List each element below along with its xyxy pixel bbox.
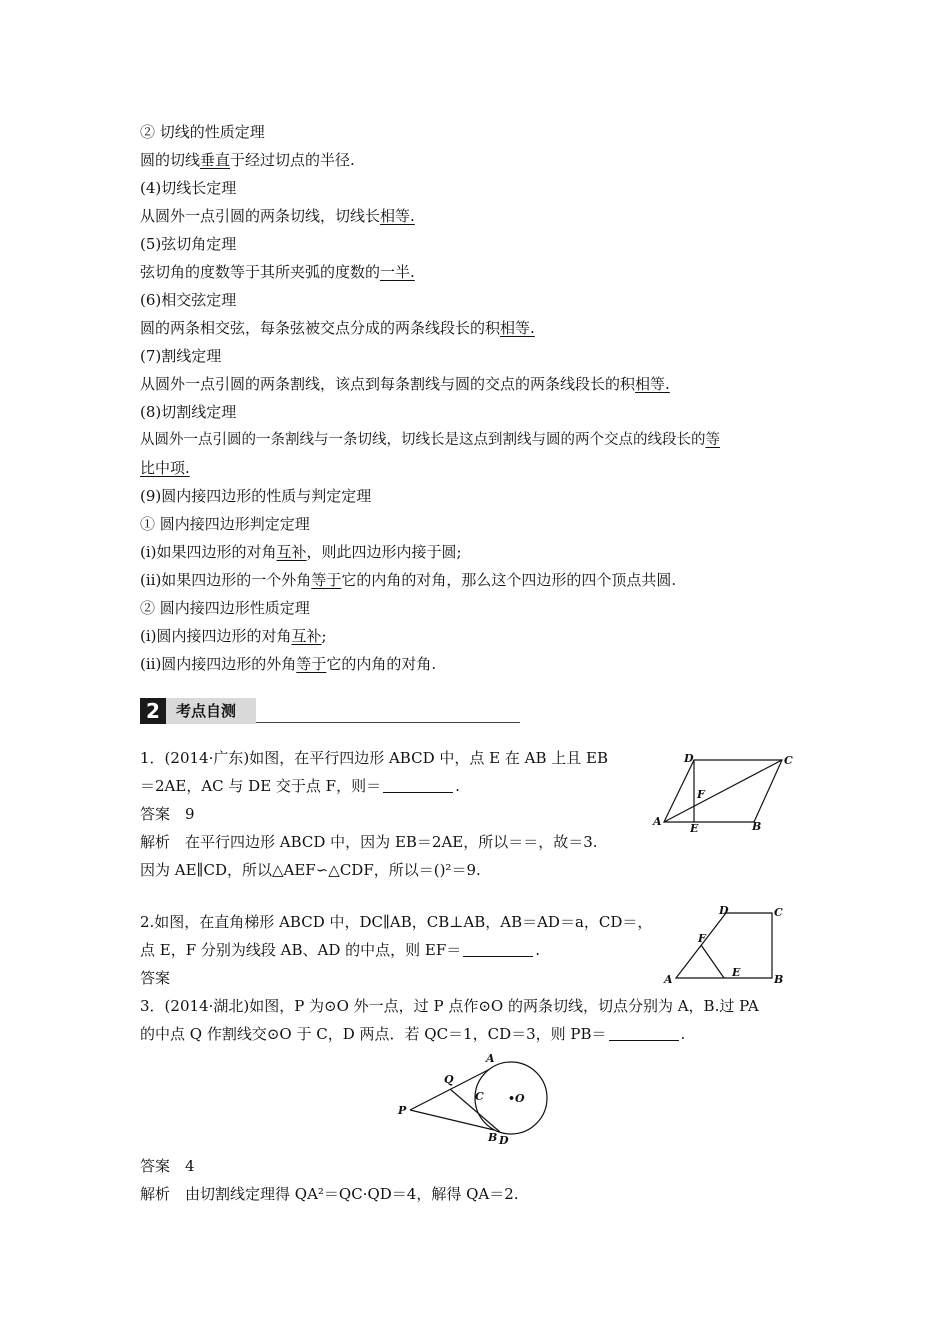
label-f: F — [697, 788, 705, 801]
label-c: C — [475, 1090, 484, 1103]
label-a: A — [664, 973, 673, 986]
q3-line: 的中点 Q 作割线交⊙O 于 C，D 两点．若 QC＝1，CD＝3，则 PB＝ . — [140, 1025, 686, 1043]
label-c: C — [784, 754, 793, 767]
q2-line: 点 E，F 分别为线段 AB、AD 的中点，则 EF＝ . — [140, 941, 541, 959]
section-number: 2 — [140, 698, 166, 724]
theory-heading: (7)割线定理 — [140, 347, 222, 365]
trapezoid — [676, 913, 772, 978]
theory-line: ② 圆内接四边形性质定理 — [140, 599, 310, 617]
section-rule — [256, 722, 520, 723]
q2-figure — [660, 903, 790, 988]
q2-answer: 答案 — [140, 969, 171, 987]
label-d: D — [499, 1134, 509, 1147]
segment-ef — [701, 945, 724, 978]
diagonal-ac — [664, 760, 782, 822]
theory-line: 圆的切线垂直于经过切点的半径. — [140, 151, 355, 169]
label-q: Q — [444, 1073, 454, 1086]
q3-line: 3．(2014·湖北)如图，P 为⊙O 外一点，过 P 点作⊙O 的两条切线，切点分别为 A，B.过 PA — [140, 997, 759, 1015]
label-a: A — [486, 1052, 495, 1065]
theory-heading: (6)相交弦定理 — [140, 291, 237, 309]
answer-blank — [609, 1026, 679, 1041]
q3-answer: 答案 4 — [140, 1157, 195, 1175]
theory-line: (ⅱ)圆内接四边形的外角等于它的内角的对角. — [140, 655, 437, 673]
key-term: 互补 — [276, 543, 307, 561]
section-title: 考点自测 — [166, 698, 256, 724]
answer-blank — [463, 942, 533, 957]
label-p: P — [398, 1104, 407, 1117]
label-c: C — [774, 906, 783, 919]
q1-line: ＝2AE，AC 与 DE 交于点 F，则＝ . — [140, 777, 460, 795]
key-term: 等于 — [296, 655, 327, 673]
theory-line: ① 圆内接四边形判定定理 — [140, 515, 310, 533]
label-b: B — [488, 1131, 498, 1144]
q3-solution: 解析 由切割线定理得 QA²＝QC·QD＝4，解得 QA＝2. — [140, 1185, 519, 1203]
label-e: E — [690, 822, 699, 832]
key-term: 等于 — [311, 571, 342, 589]
label-f: F — [698, 932, 706, 945]
theory-line: (ⅰ)圆内接四边形的对角互补; — [140, 627, 327, 645]
key-term: 垂直 — [200, 151, 231, 169]
label-b: B — [774, 973, 784, 986]
theory-line: 圆的两条相交弦，每条弦被交点分成的两条线段长的积相等. — [140, 319, 535, 337]
theory-heading: (9)圆内接四边形的性质与判定定理 — [140, 487, 372, 505]
theory-heading: (5)弦切角定理 — [140, 235, 237, 253]
label-a: A — [653, 815, 662, 828]
q3-figure — [390, 1050, 560, 1150]
theory-line — [140, 458, 190, 478]
label-d: D — [719, 904, 729, 917]
theory-heading: (4)切线长定理 — [140, 179, 237, 197]
theory-line: ② 切线的性质定理 — [140, 123, 265, 141]
label-o: •O — [508, 1092, 525, 1105]
key-term: 相等. — [635, 375, 670, 393]
q2-line: 2.如图，在直角梯形 ABCD 中，DC∥AB，CB⊥AB，AB＝AD＝a，CD＝， — [140, 913, 653, 931]
theory-line: 从圆外一点引圆的一条割线与一条切线，切线长是这点到割线与圆的两个交点的线段长的等 — [140, 432, 720, 448]
q1-answer: 答案 9 — [140, 805, 195, 823]
label-e: E — [732, 966, 741, 979]
tangent-pb — [410, 1110, 494, 1130]
answer-blank — [383, 778, 453, 793]
key-term: 比中项. — [140, 459, 190, 477]
q1-solution: 因为 AE∥CD，所以△AEF∽△CDF，所以＝()²＝9. — [140, 861, 481, 879]
q1-figure — [650, 752, 800, 832]
label-d: D — [684, 752, 694, 765]
key-term: 相等. — [500, 319, 535, 337]
theory-line: (ⅰ)如果四边形的对角互补，则此四边形内接于圆; — [140, 543, 462, 561]
q1-solution: 解析 在平行四边形 ABCD 中，因为 EB＝2AE，所以＝＝，故＝3. — [140, 833, 598, 851]
section-header — [140, 698, 520, 724]
theory-line: 从圆外一点引圆的两条割线，该点到每条割线与圆的交点的两条线段长的积相等. — [140, 375, 670, 393]
key-term: 一半. — [380, 263, 415, 281]
key-term: 互补 — [291, 627, 322, 645]
key-term: 等 — [705, 432, 720, 448]
q1-line: 1．(2014·广东)如图，在平行四边形 ABCD 中，点 E 在 AB 上且 EB — [140, 749, 608, 767]
label-b: B — [752, 820, 762, 832]
theory-heading: (8)切割线定理 — [140, 403, 237, 421]
theory-line: (ⅱ)如果四边形的一个外角等于它的内角的对角，那么这个四边形的四个顶点共圆. — [140, 571, 677, 589]
theory-line: 从圆外一点引圆的两条切线，切线长相等. — [140, 207, 415, 225]
key-term: 相等. — [380, 207, 415, 225]
theory-line: 弦切角的度数等于其所夹弧的度数的一半. — [140, 263, 415, 281]
